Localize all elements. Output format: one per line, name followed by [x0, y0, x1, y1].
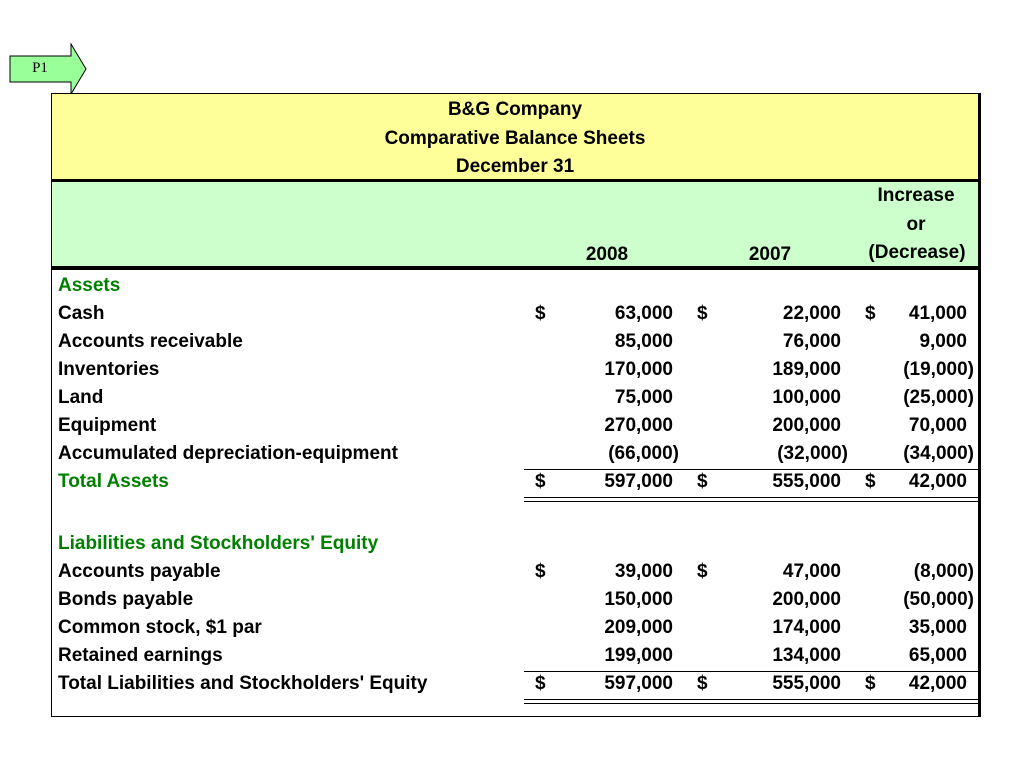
value-change: 9,000	[919, 331, 967, 352]
dollar-sign: $	[697, 303, 708, 324]
table-row-total-assets	[52, 471, 978, 499]
value-2008: 597,000	[604, 673, 673, 694]
value-change: 65,000	[908, 645, 967, 666]
value-change: (19,000)	[903, 359, 974, 380]
table-row	[52, 303, 978, 331]
value-2008: 39,000	[614, 561, 673, 582]
value-change: 41,000	[908, 303, 967, 324]
column-2007: 2007	[748, 244, 792, 265]
value-change: (50,000)	[903, 589, 974, 610]
total-double-underline	[524, 497, 979, 498]
row-label: Retained earnings	[58, 645, 223, 666]
table-row	[52, 589, 978, 617]
column-change-line2: or	[906, 214, 926, 235]
balance-sheet-table	[51, 93, 981, 717]
value-2007: (32,000)	[777, 443, 848, 464]
liabilities-heading: Liabilities and Stockholders' Equity	[58, 533, 379, 554]
company-name: B&G Company	[447, 99, 583, 120]
value-change: (8,000)	[913, 561, 974, 582]
value-2008: (66,000)	[608, 443, 679, 464]
total-double-underline	[524, 501, 979, 502]
subtotal-underline	[524, 671, 979, 672]
dollar-sign: $	[535, 673, 546, 694]
p1-label: P1	[32, 60, 48, 76]
value-2007: 22,000	[782, 303, 841, 324]
dollar-sign: $	[865, 673, 876, 694]
value-2007: 76,000	[782, 331, 841, 352]
value-2007: 555,000	[772, 673, 841, 694]
column-2008: 2008	[585, 244, 629, 265]
row-label: Cash	[58, 303, 105, 324]
value-2007: 555,000	[772, 471, 841, 492]
p1-arrow-tag[interactable]	[9, 43, 87, 95]
row-label: Accounts payable	[58, 561, 221, 582]
value-2008: 75,000	[614, 387, 673, 408]
table-row	[52, 387, 978, 415]
column-header-row	[52, 182, 978, 270]
statement-date: December 31	[455, 156, 575, 177]
table-row	[52, 415, 978, 443]
row-label: Land	[58, 387, 104, 408]
dollar-sign: $	[535, 303, 546, 324]
value-change: 35,000	[908, 617, 967, 638]
dollar-sign: $	[865, 303, 876, 324]
table-row	[52, 645, 978, 673]
value-2008: 170,000	[604, 359, 673, 380]
value-2007: 134,000	[772, 645, 841, 666]
section-heading-assets	[52, 275, 978, 303]
statement-title: Comparative Balance Sheets	[384, 128, 646, 149]
subtotal-underline	[524, 469, 979, 470]
value-2007: 200,000	[772, 415, 841, 436]
table-row-total-liabilities-equity	[52, 673, 978, 701]
value-2008: 63,000	[614, 303, 673, 324]
value-change: 70,000	[908, 415, 967, 436]
row-label: Accounts receivable	[58, 331, 243, 352]
value-2007: 100,000	[772, 387, 841, 408]
value-2008: 270,000	[604, 415, 673, 436]
table-row	[52, 443, 978, 471]
table-row	[52, 359, 978, 387]
row-label: Inventories	[58, 359, 160, 380]
dollar-sign: $	[697, 471, 708, 492]
value-change: (34,000)	[903, 443, 974, 464]
value-2008: 150,000	[604, 589, 673, 610]
value-2007: 189,000	[772, 359, 841, 380]
dollar-sign: $	[697, 561, 708, 582]
value-2007: 200,000	[772, 589, 841, 610]
row-label: Total Liabilities and Stockholders' Equity	[58, 673, 428, 694]
column-change-line3: (Decrease)	[868, 242, 966, 263]
value-change: 42,000	[908, 471, 967, 492]
row-label: Accumulated depreciation-equipment	[58, 443, 398, 464]
table-row	[52, 617, 978, 645]
value-2008: 597,000	[604, 471, 673, 492]
dollar-sign: $	[697, 673, 708, 694]
title-block	[52, 94, 978, 182]
table-row	[52, 331, 978, 359]
row-label: Equipment	[58, 415, 157, 436]
section-heading-liabilities	[52, 533, 978, 561]
value-2008: 85,000	[614, 331, 673, 352]
row-label: Total Assets	[58, 471, 169, 492]
total-double-underline	[524, 699, 979, 700]
dollar-sign: $	[535, 561, 546, 582]
table-row	[52, 561, 978, 589]
row-label: Bonds payable	[58, 589, 194, 610]
value-2008: 199,000	[604, 645, 673, 666]
column-change-line1: Increase	[877, 185, 955, 206]
total-double-underline	[524, 703, 979, 704]
dollar-sign: $	[865, 471, 876, 492]
value-2007: 47,000	[782, 561, 841, 582]
row-label: Common stock, $1 par	[58, 617, 262, 638]
value-change: 42,000	[908, 673, 967, 694]
assets-heading: Assets	[58, 275, 121, 296]
value-2007: 174,000	[772, 617, 841, 638]
value-2008: 209,000	[604, 617, 673, 638]
value-change: (25,000)	[903, 387, 974, 408]
dollar-sign: $	[535, 471, 546, 492]
